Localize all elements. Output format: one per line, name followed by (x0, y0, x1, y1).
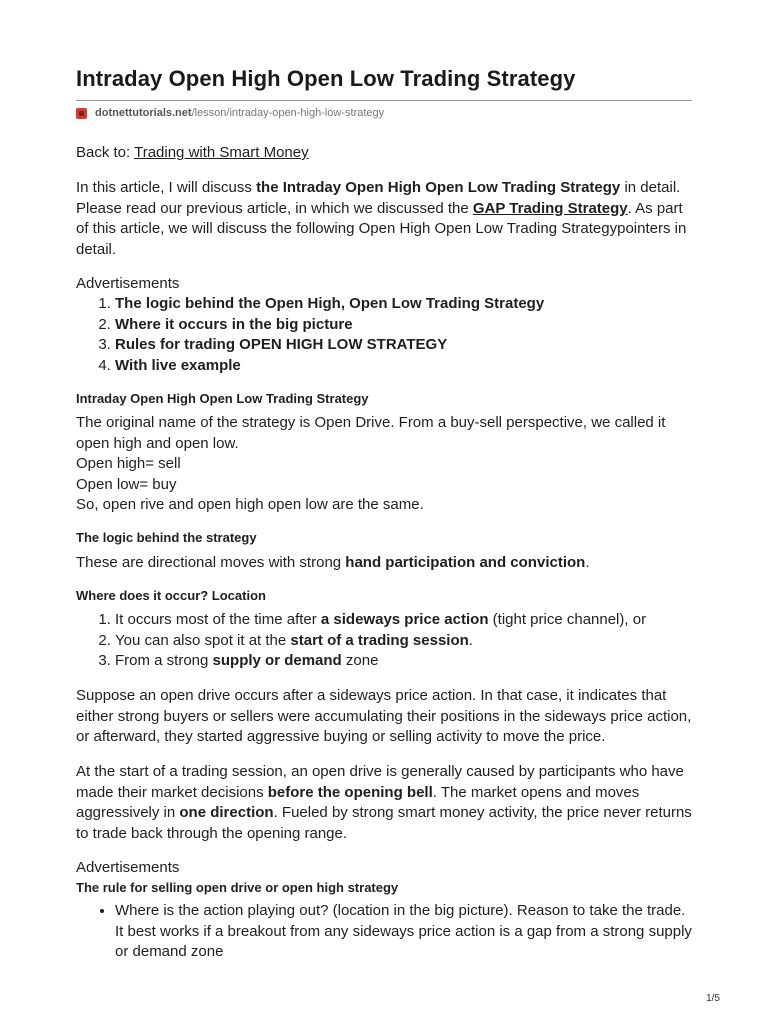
toc-item: 4. With live example (115, 356, 692, 377)
back-to: Back to: Trading with Smart Money (76, 144, 309, 161)
section-heading-logic: The logic behind the strategy (76, 530, 257, 545)
gap-trading-link[interactable]: GAP Trading Strategy (472, 199, 628, 217)
section-heading-rule: The rule for selling open drive or open high strategy (76, 880, 399, 895)
where-item: 2. You can also spot it at the start of a trading session. (115, 631, 692, 652)
rule-item: • Where is the action playing out? (location in the big picture). Reason to take the trade. It best works if a breakout from any sideways price action is a gap from a strong supply or demand zone (115, 901, 692, 963)
section-heading-strategy: Intraday Open High Open Low Trading Strategy (76, 391, 369, 406)
toc-item: 1. The logic behind the Open High, Open Low Trading Strategy (115, 294, 692, 315)
source-path: /lesson/intraday-open-high-low-strategy (191, 107, 385, 119)
source-domain: dotnettutorials.net (95, 107, 192, 119)
section-heading-where: Where does it occur? Location (76, 588, 266, 603)
back-link[interactable]: Trading with Smart Money (134, 144, 309, 161)
title-divider (76, 100, 692, 101)
intro-paragraph: In this article, I will discuss the Intraday Open High Open Low Trading Strategy in detail. Please read our previous article, in which we discussed the GAP Trading Strategy. As part of this article, we will discuss the following Open High Open Low Trading Strategypointers in detail. (76, 179, 687, 258)
page-number: 1/5 (706, 993, 720, 1004)
advertisements-label-2: Advertisements (76, 859, 180, 876)
source-url[interactable] (76, 107, 384, 119)
strategy-line: Open low= buy (76, 475, 177, 493)
site-favicon-icon (76, 108, 87, 119)
rule-list (76, 901, 692, 963)
table-of-contents (76, 294, 692, 376)
article-title: Intraday Open High Open Low Trading Strategy (76, 66, 576, 91)
where-item: 3. From a strong supply or demand zone (115, 651, 692, 672)
toc-item: 3. Rules for trading OPEN HIGH LOW STRATEGY (115, 335, 692, 356)
where-item: 1. It occurs most of the time after a sideways price action (tight price channel), or (115, 610, 692, 631)
strategy-line: So, open rive and open high open low are the same. (76, 496, 424, 514)
strategy-line: Open high= sell (76, 455, 181, 473)
advertisements-label: Advertisements (76, 275, 180, 292)
logic-paragraph: These are directional moves with strong hand participation and conviction. (76, 554, 590, 571)
where-list (76, 610, 692, 672)
strategy-line: The original name of the strategy is Open Drive. From a buy-sell perspective, we called it open high and open low. (76, 414, 666, 452)
strategy-paragraph (76, 413, 692, 516)
sideways-paragraph: Suppose an open drive occurs after a sideways price action. In that case, it indicates that either strong buyers or sellers were accumulating their positions in the sideways price action, or afterward, they started aggressive buying or selling activity to move the price. (76, 687, 692, 746)
toc-item: 2. Where it occurs in the big picture (115, 315, 692, 336)
session-paragraph: At the start of a trading session, an open drive is generally caused by participants who have made their market decisions before the opening bell. The market opens and moves aggressively in one direction. Fueled by strong smart money activity, the price never returns to trade back through the opening range. (76, 763, 692, 842)
